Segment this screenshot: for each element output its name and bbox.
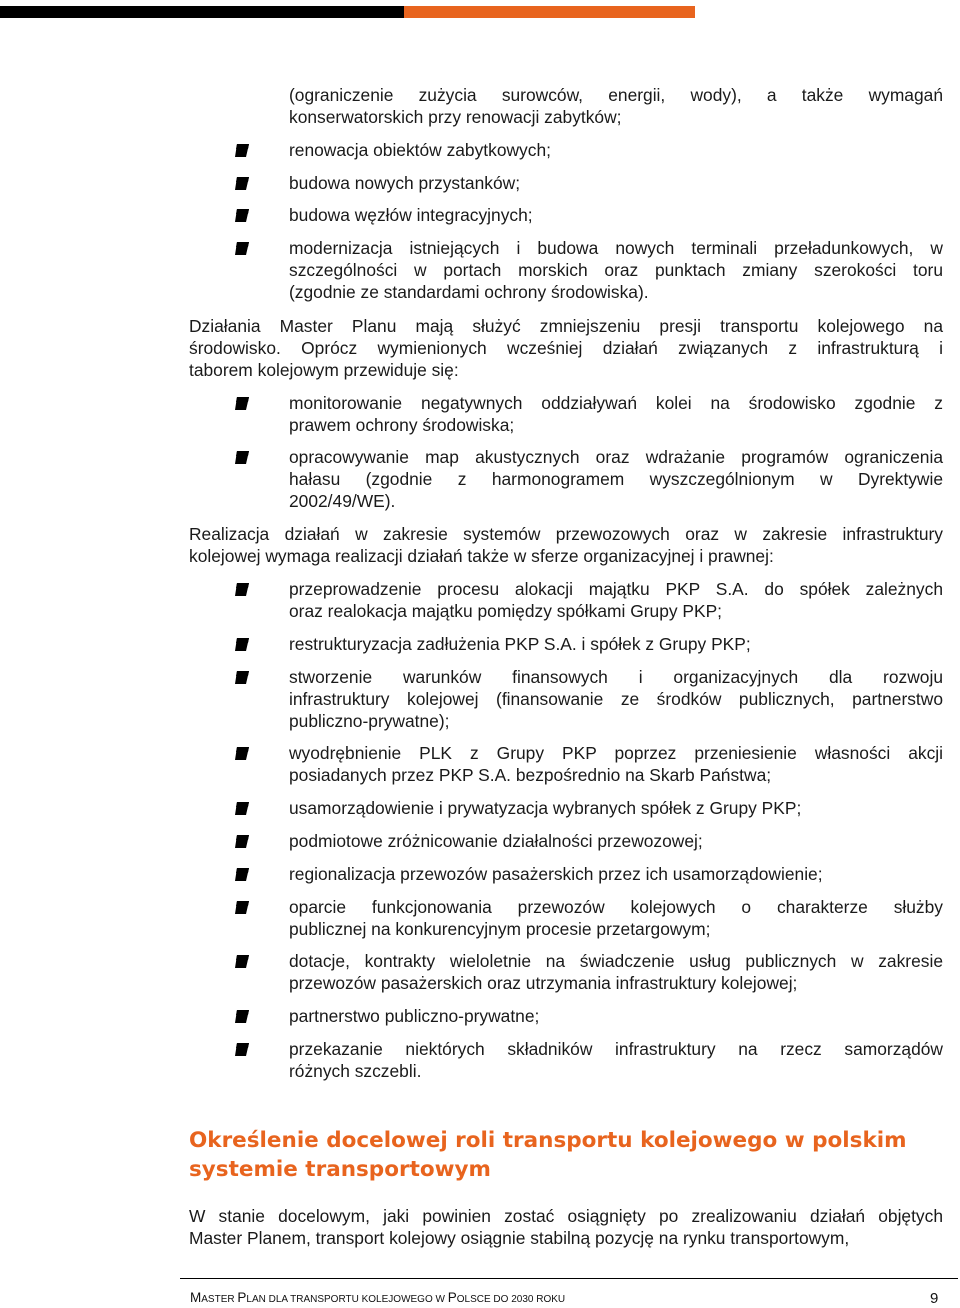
paragraph [189, 315, 943, 381]
bullet-icon [235, 746, 250, 761]
list-item-line: 2002/49/WE). [289, 491, 396, 511]
list-item-line: posiadanych przez PKP S.A. bezpośrednio na Skarb Państwa; [289, 765, 772, 785]
list-item-line: przekazanie niektórych składników infrastruktury na rzecz samorządów [289, 1039, 943, 1059]
list-item-line: stworzenie warunków finansowych i organizacyjnych dla rozwoju [289, 667, 943, 687]
list-item-line: dotacje, kontrakty wieloletnie na świadczenie usług publicznych w zakresie [289, 951, 943, 971]
bullet-icon [235, 208, 250, 223]
list-item-line: budowa nowych przystanków; [289, 173, 521, 193]
list-item [289, 742, 943, 786]
bullet-icon [235, 801, 250, 816]
section-heading-line: systemie transportowym [189, 1157, 491, 1182]
list-item-line: monitorowanie negatywnych oddziaływań kolei na środowisko zgodnie z [289, 393, 943, 413]
section-heading-line: Określenie docelowej roli transportu kolejowego w polskim [189, 1128, 907, 1153]
bullet-icon [235, 867, 250, 882]
paragraph-line: środowisko. Oprócz wymienionych wcześniej działań związanych z infrastrukturą i [189, 338, 943, 358]
paragraph-line: Master Planem, transport kolejowy osiągnie stabilną pozycję na rynku transportowym, [189, 1228, 850, 1248]
list-item-line: opracowywanie map akustycznych oraz wdrażanie programów ograniczenia [289, 447, 943, 467]
list-item-line: wyodrębnienie PLK z Grupy PKP poprzez przeniesienie własności akcji [289, 743, 943, 763]
paragraph-line: Realizacja działań w zakresie systemów przewozowych oraz w zakresie infrastruktury [189, 524, 943, 544]
list-item-line: budowa węzłów integracyjnych; [289, 205, 533, 225]
list-item-line: renowacja obiektów zabytkowych; [289, 140, 551, 160]
header-bar-black [0, 6, 404, 18]
bullet-icon [235, 176, 250, 191]
list-item [289, 830, 943, 852]
footer-divider [180, 1278, 958, 1279]
list-item-line: regionalizacja przewozów pasażerskich przez ich usamorządowienie; [289, 864, 823, 884]
paragraph [189, 1205, 943, 1249]
footer-title: MASTER PLAN DLA TRANSPORTU KOLEJOWEGO W POLSCE DO 2030 ROKU [190, 1290, 566, 1305]
list-item-line: prawem ochrony środowiska; [289, 415, 515, 435]
list-item-continuation-line: konserwatorskich przy renowacji zabytków; [289, 107, 622, 127]
list-item-line: oraz realokacja majątku pomiędzy spółkami Grupy PKP; [289, 601, 723, 621]
bullet-icon [235, 396, 250, 411]
list-item [289, 950, 943, 994]
list-item [289, 172, 943, 194]
bullet-icon [235, 670, 250, 685]
bullet-icon [235, 582, 250, 597]
paragraph-line: kolejowej wymaga realizacji działań także w sferze organizacyjnej i prawnej: [189, 546, 774, 566]
list-item [289, 237, 943, 303]
list-item-line: przeprowadzenie procesu alokacji majątku PKP S.A. do spółek zależnych [289, 579, 943, 599]
header-bar-orange [404, 6, 695, 18]
section-heading [189, 1126, 945, 1184]
paragraph [189, 523, 943, 567]
list-item-line: infrastruktury kolejowej (finansowanie ze środków publicznych, partnerstwo [289, 689, 943, 709]
paragraph-line: Działania Master Planu mają służyć zmniejszeniu presji transportu kolejowego na [189, 316, 943, 336]
bullet-icon [235, 1009, 250, 1024]
list-item [289, 204, 943, 226]
list-item [289, 1038, 943, 1082]
list-item-line: modernizacja istniejących i budowa nowych terminali przeładunkowych, w [289, 238, 943, 258]
list-item [289, 578, 943, 622]
list-item-line: usamorządowienie i prywatyzacja wybranych spółek z Grupy PKP; [289, 798, 802, 818]
list-item [289, 863, 943, 885]
list-item [289, 666, 943, 732]
list-item-line: hałasu (zgodnie z harmonogramem wyszczególnionym w Dyrektywie [289, 469, 943, 489]
list-item-continuation-line: (ograniczenie zużycia surowców, energii, wody), a także wymagań [289, 85, 943, 105]
bullet-icon [235, 900, 250, 915]
list-item [289, 1005, 943, 1027]
bullet-icon [235, 143, 250, 158]
bullet-icon [235, 241, 250, 256]
list-item-line: publiczno-prywatne); [289, 711, 450, 731]
list-item-continuation [289, 84, 943, 128]
list-item [289, 139, 943, 161]
bullet-icon [235, 954, 250, 969]
page-number: 9 [930, 1290, 939, 1307]
bullet-icon [235, 834, 250, 849]
bullet-icon [235, 1042, 250, 1057]
list-item-line: restrukturyzacja zadłużenia PKP S.A. i spółek z Grupy PKP; [289, 634, 751, 654]
paragraph-line: W stanie docelowym, jaki powinien zostać osiągnięty po zrealizowaniu działań objętych [189, 1206, 943, 1226]
list-item [289, 633, 943, 655]
list-item-line: oparcie funkcjonowania przewozów kolejowych o charakterze służby [289, 897, 943, 917]
list-item-line: podmiotowe zróżnicowanie działalności przewozowej; [289, 831, 703, 851]
list-item [289, 446, 943, 512]
bullet-icon [235, 637, 250, 652]
list-item [289, 896, 943, 940]
bullet-icon [235, 450, 250, 465]
list-item-line: partnerstwo publiczno-prywatne; [289, 1006, 540, 1026]
paragraph-line: taborem kolejowym przewiduje się: [189, 360, 459, 380]
list-item-line: przewozów pasażerskich oraz utrzymania infrastruktury kolejowej; [289, 973, 798, 993]
list-item-line: publicznej na konkurencyjnym procesie przetargowym; [289, 919, 711, 939]
list-item-line: szczególności w portach morskich oraz punktach zmiany szerokości toru [289, 260, 943, 280]
list-item-line: (zgodnie ze standardami ochrony środowiska). [289, 282, 649, 302]
list-item [289, 797, 943, 819]
list-item [289, 392, 943, 436]
list-item-line: różnych szczebli. [289, 1061, 422, 1081]
